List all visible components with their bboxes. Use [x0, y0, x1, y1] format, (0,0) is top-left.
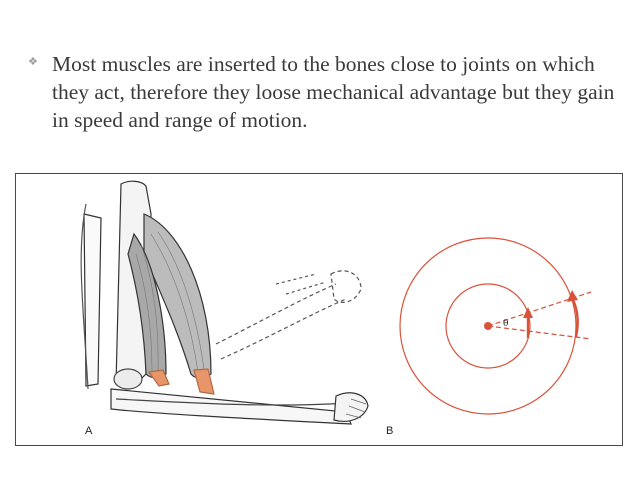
bullet-text: Most muscles are inserted to the bones close to joints on which they act, therefore they loose mechanical advantage but they gain in speed and range of motion.: [52, 52, 615, 132]
arm-illustration: [81, 181, 368, 424]
moment-diagram: [400, 238, 591, 414]
figure-panel: [15, 173, 623, 446]
diamond-bullet-icon: ❖: [28, 55, 38, 68]
figure-illustration: [16, 174, 622, 445]
panel-b-label: B: [386, 425, 394, 437]
angle-theta-label: θ: [503, 319, 509, 329]
panel-a-label: A: [85, 425, 93, 437]
